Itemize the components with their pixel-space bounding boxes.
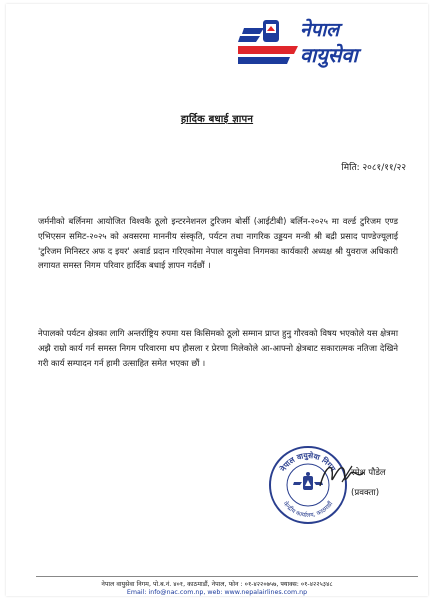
logo-name-line2: वायुसेवा <box>300 43 358 67</box>
signatory-name: रमेश पौडेल <box>351 468 386 478</box>
stamp-text-bottom: केन्द्रीय कार्यालय, काठमाडौं <box>281 500 335 520</box>
footer-contact: Email: info@nac.com.np, web: www.nepalairlines.com.np <box>126 589 308 596</box>
airline-emblem-icon <box>238 14 298 66</box>
document-title: हार्दिक बधाई ज्ञापन <box>180 114 254 125</box>
nepal-airlines-logo <box>238 14 418 74</box>
document-date: मिति: २०८१/११/२२ <box>341 163 406 173</box>
body-paragraph-2: नेपालको पर्यटन क्षेत्रका लागि अन्तर्राष्ट्रिय रुपमा यस किसिमको ठूलो सम्मान प्राप्त हुनु गौरवको विषय भएकोले यस क्षेत्रमा अझै राम्रो कार्य गर्न समस्त निगम परिवारमा थप हौसला र प्रेरणा मिलेकोले आ-आफ्नो क्षेत्रबाट सकारात्मक नतिजा देखिने गरी कार्य सम्पादन गर्न हामी उत्साहित समेत भएका छौं । <box>38 328 398 368</box>
document-page <box>6 4 428 596</box>
footer-divider <box>36 576 418 577</box>
footer-address: नेपाल वायुसेवा निगम, पो.ब.नं. ४०१, काठमाडौं, नेपाल, फोन : ०१-४२२०७५७, फ्याक्स: ०१-४२२५३४८ <box>101 581 333 588</box>
signatory-role: (प्रवक्ता) <box>351 488 380 498</box>
logo-name-line1: नेपाल <box>300 19 340 41</box>
svg-text:केन्द्रीय कार्यालय, काठमाडौं <box>282 499 335 519</box>
body-paragraph-1: जर्मनीको बर्लिनमा आयोजित विश्वकै ठूलो इन्टरनेशनल टुरिजम बोर्सी (आईटीबी) बर्लिन-२०२५ मा वर्ल्ड टुरिजम एण्ड एभिएसन समिट-२०२५ को अवसरमा माननीय संस्कृति, पर्यटन तथा नागरिक उड्डयन मन्त्री श्री बद्री प्रसाद पाण्डेज्यूलाई 'टुरिजम मिनिस्टर अफ द इयर' अवार्ड प्रदान गरिएकोमा नेपाल वायुसेवा निगमका कार्यकारी अध्यक्ष श्री युवराज अधिकारी लगायत समस्त निगम परिवार हार्दिक बधाई ज्ञापन गर्दछौं । <box>38 216 398 271</box>
stamp-text-top: नेपाल वायुसेवा निगम <box>278 450 338 473</box>
